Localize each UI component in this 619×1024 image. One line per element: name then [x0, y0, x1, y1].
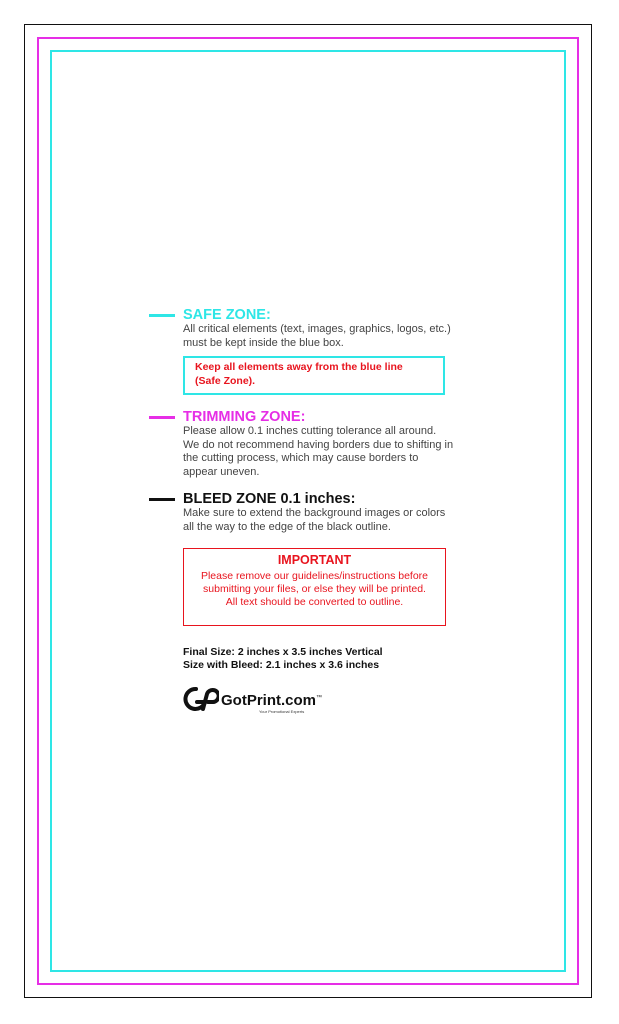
trimming-zone-text-line: appear uneven.	[183, 465, 260, 478]
important-title: IMPORTANT	[277, 553, 352, 567]
important-notice-box	[183, 548, 446, 626]
bleed-zone-text-line: all the way to the edge of the black outline.	[183, 520, 391, 533]
safe-zone-text-line: All critical elements (text, images, graphics, logos, etc.)	[183, 323, 451, 335]
bleed-zone-heading: BLEED ZONE 0.1 inches:	[183, 491, 356, 507]
logo-name	[221, 690, 322, 709]
important-text-line: submitting your files, or else they will be printed.	[203, 583, 426, 595]
bleed-zone-text-line: Make sure to extend the background images or colors	[183, 507, 446, 519]
gotprint-logo-icon	[183, 685, 219, 713]
safe-zone-warning-line: Keep all elements away from the blue line	[195, 361, 403, 373]
size-info	[183, 646, 483, 672]
final-size-text: Final Size: 2 inches x 3.5 inches Vertical	[183, 646, 383, 658]
safe-zone-marker	[149, 314, 175, 317]
logo-trademark: ™	[316, 695, 323, 701]
trimming-zone-section	[183, 409, 483, 479]
important-text-line: All text should be converted to outline.	[225, 596, 404, 608]
trimming-zone-marker	[149, 416, 175, 419]
trimming-zone-text-line: Please allow 0.1 inches cutting tolerance all around.	[183, 425, 437, 437]
bleed-zone-section	[183, 491, 483, 534]
logo-tagline: Your Promotional Experts	[259, 709, 305, 714]
safe-zone-warning-line: (Safe Zone).	[195, 374, 256, 387]
safe-zone-section	[183, 307, 483, 350]
gotprint-logo	[183, 685, 343, 721]
safe-zone-warning-box	[183, 356, 445, 395]
safe-zone-text-line: must be kept inside the blue box.	[183, 336, 344, 349]
important-text-line: Please remove our guidelines/instructions before	[200, 570, 429, 582]
safe-zone-heading: SAFE ZONE:	[183, 307, 271, 323]
trimming-zone-heading: TRIMMING ZONE:	[183, 409, 306, 425]
trimming-zone-text-line: We do not recommend having borders due to shifting in	[183, 438, 454, 451]
bleed-size-text: Size with Bleed: 2.1 inches x 3.6 inches	[183, 659, 380, 671]
bleed-zone-marker	[149, 498, 175, 501]
logo-name-text: GotPrint.com	[221, 692, 317, 709]
trimming-zone-text-line: the cutting process, which may cause borders to	[183, 452, 419, 464]
